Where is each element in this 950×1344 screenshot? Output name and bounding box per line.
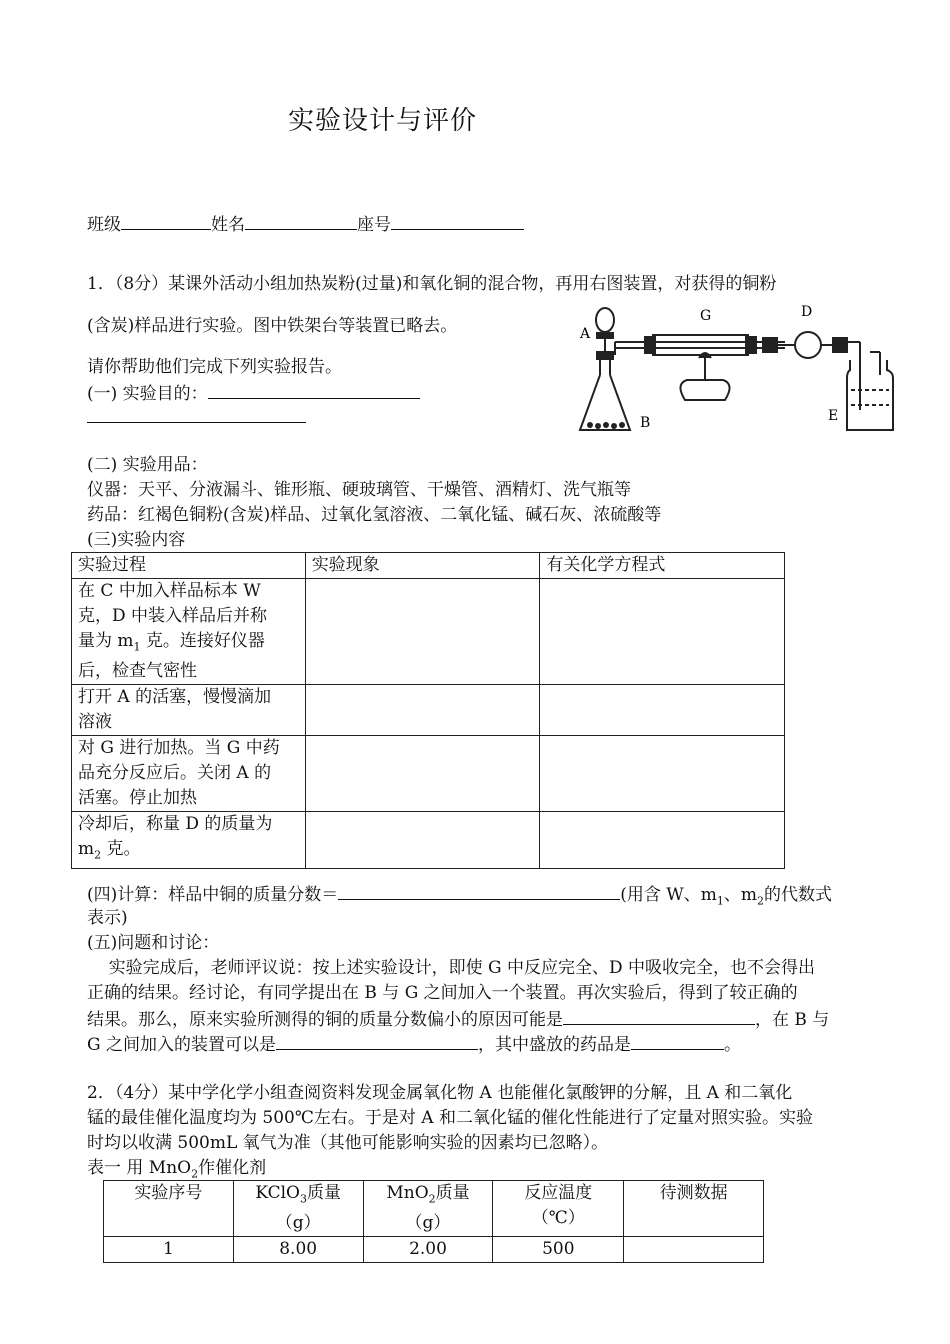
purpose-field-continued[interactable] [87,422,306,423]
q1-line1: 1．（8分）某课外活动小组加热炭粉(过量)和氧化铜的混合物，再用右图装置，对获得的铜粉 [87,274,777,294]
reagents-line: 药品：红褐色铜粉(含炭)样品、过氧化氢溶液、二氧化锰、碱石灰、浓硫酸等 [87,505,662,525]
phenomenon-cell[interactable] [305,812,540,868]
process-cell: 打开 A 的活塞，慢慢滴加 溶液 [72,685,306,736]
equation-cell[interactable] [540,736,785,812]
name-field[interactable] [245,211,357,230]
device-field[interactable] [276,1031,478,1050]
content-label: (三)实验内容 [87,530,186,550]
table-row [104,1237,764,1263]
q1-line2: (含炭)样品进行实验。图中铁架台等装置已略去。 [87,316,458,336]
phenomenon-cell[interactable] [305,579,540,685]
experiment-table [71,552,785,869]
q2-line3: 时均以收满 500mL 氧气为准（其他可能影响实验的因素均已忽略）。 [87,1133,609,1153]
class-field[interactable] [121,211,211,230]
class-label: 班级 [87,215,121,235]
table-header: 反应温度 （℃） [493,1181,624,1237]
table-row [72,736,785,812]
table-header: 实验序号 [104,1181,234,1237]
q2-line1: 2．（4分）某中学化学小组查阅资料发现金属氧化物 A 也能催化氯酸钾的分解，且 A 和二氧化 [87,1083,793,1103]
table-cell: 500 [493,1237,624,1263]
page-title: 实验设计与评价 [288,106,478,136]
phenomenon-cell[interactable] [305,685,540,736]
table-cell: 2.00 [363,1237,493,1263]
discuss-line3: 结果。那么，原来实验所测得的铜的质量分数偏小的原因可能是 ，在 B 与 [87,1006,829,1033]
table-row [72,685,785,736]
student-info-line [87,211,524,238]
reagent-field[interactable] [631,1031,724,1050]
label-b: B [640,415,651,431]
label-e: E [828,408,839,424]
seat-label: 座号 [357,215,391,235]
name-label: 姓名 [211,215,245,235]
table-header: 实验现象 [305,553,540,579]
q1-line3: 请你帮助他们完成下列实验报告。 [87,357,342,377]
discuss-label: (五)问题和讨论： [87,933,220,953]
process-cell: 在 C 中加入样品标本 W 克，D 中装入样品后并称 量为 $m_1$ 克。连接好仪器 后，检查气密性 [72,579,306,685]
calc-line: (四)计算：样品中铜的质量分数＝ (用含 W、$m_1$、$m_2$的代数式 [87,881,832,913]
reason-field[interactable] [563,1006,755,1025]
process-cell: 对 G 进行加热。当 G 中药 品充分反应后。关闭 A 的 活塞。停止加热 [72,736,306,812]
purpose-field[interactable] [208,380,420,399]
table-row [72,579,785,685]
discuss-line4: G 之间加入的装置可以是 ，其中盛放的药品是 。 [87,1031,741,1058]
supplies-label: (二) 实验用品： [87,455,208,475]
label-a: A [580,326,591,342]
equation-cell[interactable] [540,579,785,685]
table-header: 待测数据 [624,1181,764,1237]
discuss-line1: 实验完成后，老师评议说：按上述实验设计，即使 G 中反应完全、D 中吸收完全，也不会得出 [87,958,816,978]
label-g: G [700,308,712,324]
table-cell: 1 [104,1237,234,1263]
q2-table-caption: 表一 用 MnO$_2$作催化剂 [87,1158,267,1181]
purpose-label: (一) 实验目的： [87,384,208,404]
table-header: 有关化学方程式 [540,553,785,579]
phenomenon-cell[interactable] [305,736,540,812]
seat-field[interactable] [391,211,524,230]
calc-line2: 表示) [87,908,128,928]
table-row [72,812,785,868]
q1-purpose [87,380,420,407]
table-header: MnO$_2$质量 （g） [363,1181,493,1237]
q2-line2: 锰的最佳催化温度均为 500℃左右。于是对 A 和二氧化锰的催化性能进行了定量对照实验。实验 [87,1108,813,1128]
equation-cell[interactable] [540,812,785,868]
discuss-line2: 正确的结果。经讨论，有同学提出在 B 与 G 之间加入一个装置。再次实验后，得到了较正确的 [87,983,798,1003]
apparatus-diagram [575,300,900,440]
table-header: KClO$_3$质量 （g） [233,1181,363,1237]
table-header: 实验过程 [72,553,306,579]
process-cell: 冷却后，称量 D 的质量为 $m_2$ 克。 [72,812,306,868]
catalyst-table [103,1180,764,1263]
label-d: D [801,304,813,320]
equation-cell[interactable] [540,685,785,736]
table-cell[interactable] [624,1237,764,1263]
table-cell: 8.00 [233,1237,363,1263]
instruments-line: 仪器：天平、分液漏斗、锥形瓶、硬玻璃管、干燥管、酒精灯、洗气瓶等 [87,480,631,500]
calc-field[interactable] [338,881,620,900]
